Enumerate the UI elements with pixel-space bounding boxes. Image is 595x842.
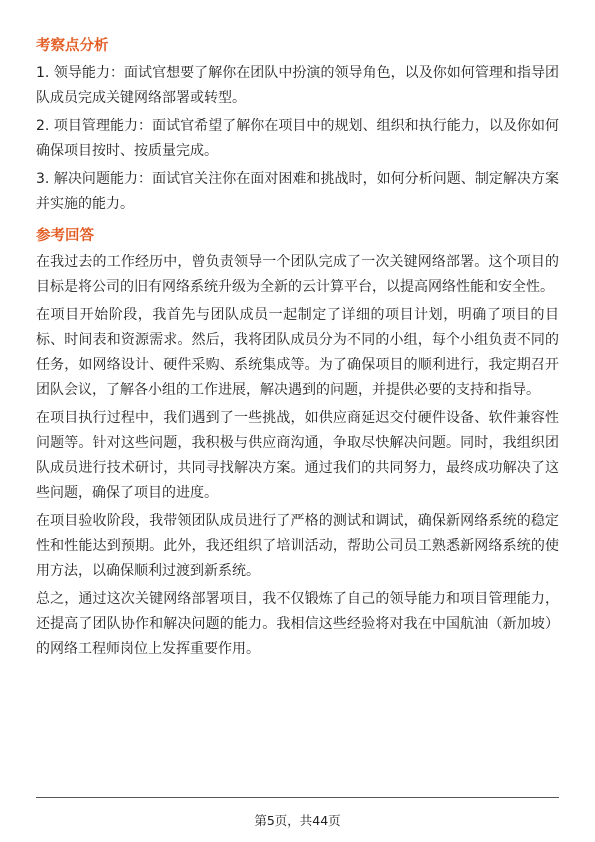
answer-paragraph: 总之，通过这次关键网络部署项目，我不仅锻炼了自己的领导能力和项目管理能力，还提高了团队协作和解决问题的能力。我相信这些经验将对我在中国航油（新加坡）的网络工程师岗位上发挥重要作用。 <box>36 591 559 657</box>
analysis-item: 2. 项目管理能力：面试官希望了解你在项目中的规划、组织和执行能力，以及你如何确保项目按时、按质量完成。 <box>36 118 559 159</box>
analysis-item: 3. 解决问题能力：面试官关注你在面对困难和挑战时，如何分析问题、制定解决方案并实施的能力。 <box>36 171 559 212</box>
answer-heading: 参考回答 <box>36 228 94 244</box>
page-number: 第5页，共44页 <box>254 813 341 828</box>
page-content <box>36 35 559 665</box>
answer-paragraph: 在我过去的工作经历中，曾负责领导一个团队完成了一次关键网络部署。这个项目的目标是将公司的旧有网络系统升级为全新的云计算平台，以提高网络性能和安全性。 <box>36 254 559 295</box>
answer-paragraph: 在项目开始阶段，我首先与团队成员一起制定了详细的项目计划，明确了项目的目标、时间表和资源需求。然后，我将团队成员分为不同的小组，每个小组负责不同的任务，如网络设计、硬件采购、系统集成等。为了确保项目的顺利进行，我定期召开团队会议，了解各小组的工作进展，解决遇到的问题，并提供必要的支持和指导。 <box>36 307 559 398</box>
footer-divider <box>36 797 559 798</box>
analysis-heading: 考察点分析 <box>36 38 109 54</box>
analysis-item: 1. 领导能力：面试官想要了解你在团队中扮演的领导角色，以及你如何管理和指导团队成员完成关键网络部署或转型。 <box>36 65 559 106</box>
answer-paragraph: 在项目执行过程中，我们遇到了一些挑战，如供应商延迟交付硬件设备、软件兼容性问题等。针对这些问题，我积极与供应商沟通，争取尽快解决问题。同时，我组织团队成员进行技术研讨，共同寻找解决方案。通过我们的共同努力，最终成功解决了这些问题，确保了项目的进度。 <box>36 410 559 501</box>
answer-paragraph: 在项目验收阶段，我带领团队成员进行了严格的测试和调试，确保新网络系统的稳定性和性能达到预期。此外，我还组织了培训活动，帮助公司员工熟悉新网络系统的使用方法，以确保顺利过渡到新系统。 <box>36 513 559 579</box>
